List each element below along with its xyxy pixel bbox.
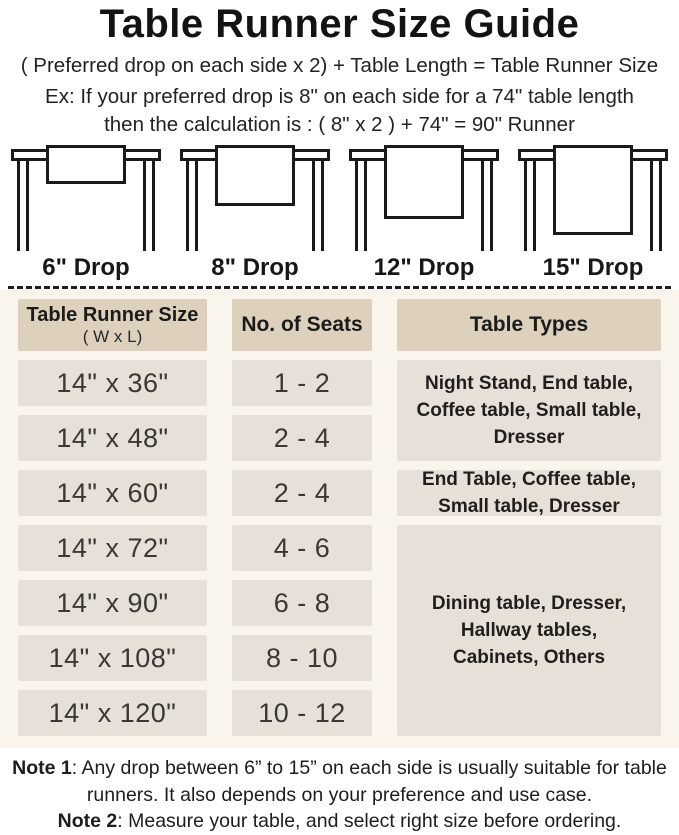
table-leg-icon bbox=[650, 159, 662, 251]
drop-label: 8" Drop bbox=[211, 254, 299, 281]
seats-cell: 10 - 12 bbox=[232, 690, 372, 736]
header-text: Table Runner Size bbox=[26, 303, 199, 326]
column-header-runner-size bbox=[18, 299, 207, 351]
size-cell: 14" x 48" bbox=[18, 415, 207, 461]
header-text: Table Types bbox=[469, 312, 589, 336]
table-types-cell bbox=[397, 360, 661, 461]
table-leg-icon bbox=[17, 159, 29, 251]
size-cell: 14" x 60" bbox=[18, 470, 207, 516]
column-header-table-types bbox=[397, 299, 661, 351]
drop-label: 12" Drop bbox=[373, 254, 475, 281]
note-1-prefix: Note 1 bbox=[12, 757, 72, 779]
size-table bbox=[18, 299, 661, 736]
seats-cell: 1 - 2 bbox=[232, 360, 372, 406]
seats-cell: 2 - 4 bbox=[232, 470, 372, 516]
drop-illustration-8 bbox=[175, 143, 335, 282]
drop-illustration-6 bbox=[6, 143, 166, 282]
example-line-1: Ex: If your preferred drop is 8" on each side for a 74" table length bbox=[45, 85, 634, 108]
table-types-text: End Table, Coffee table, Small table, Dresser bbox=[422, 469, 636, 517]
table-types-cell bbox=[397, 470, 661, 516]
header-subtext: ( W x L) bbox=[82, 326, 143, 346]
example-block bbox=[0, 83, 679, 139]
table-types-cell bbox=[397, 525, 661, 736]
table-leg-icon bbox=[524, 159, 536, 251]
size-cell: 14" x 36" bbox=[18, 360, 207, 406]
drop-illustrations bbox=[0, 143, 679, 282]
note-1 bbox=[9, 755, 671, 808]
table-drawing-6-drop bbox=[10, 143, 162, 253]
notes-section bbox=[0, 748, 679, 835]
formula-line: ( Preferred drop on each side x 2) + Table Length = Table Runner Size bbox=[20, 54, 659, 77]
table-types-text: Night Stand, End table, Coffee table, Small table, Dresser bbox=[416, 373, 642, 448]
drop-illustration-15 bbox=[513, 143, 673, 282]
size-cell: 14" x 108" bbox=[18, 635, 207, 681]
size-table-panel bbox=[0, 290, 679, 748]
note-2-text: : Measure your table, and select right size before ordering. bbox=[117, 810, 622, 832]
drop-label: 15" Drop bbox=[542, 254, 644, 281]
note-1-text: : Any drop between 6” to 15” on each side is usually suitable for table runners. It also depends on your preference and use case. bbox=[71, 757, 667, 806]
table-drawing-15-drop bbox=[517, 143, 669, 253]
table-leg-icon bbox=[143, 159, 155, 251]
table-types-text: Dining table, Dresser, Hallway tables, Cabinets, Others bbox=[431, 593, 627, 668]
drop-illustration-12 bbox=[344, 143, 504, 282]
table-leg-icon bbox=[312, 159, 324, 251]
note-2 bbox=[9, 808, 671, 835]
note-2-prefix: Note 2 bbox=[57, 810, 118, 832]
page-title: Table Runner Size Guide bbox=[99, 2, 580, 46]
seats-cell: 4 - 6 bbox=[232, 525, 372, 571]
table-drawing-12-drop bbox=[348, 143, 500, 253]
drop-label: 6" Drop bbox=[42, 254, 130, 281]
column-header-seats bbox=[232, 299, 372, 351]
table-leg-icon bbox=[355, 159, 367, 251]
table-drawing-8-drop bbox=[179, 143, 331, 253]
runner-icon bbox=[46, 145, 126, 184]
size-cell: 14" x 72" bbox=[18, 525, 207, 571]
runner-icon bbox=[215, 145, 295, 206]
seats-cell: 6 - 8 bbox=[232, 580, 372, 626]
seats-cell: 8 - 10 bbox=[232, 635, 372, 681]
dashed-divider bbox=[8, 286, 671, 289]
table-leg-icon bbox=[481, 159, 493, 251]
example-line-2: then the calculation is : ( 8" x 2 ) + 74" = 90" Runner bbox=[104, 113, 575, 136]
header-text: No. of Seats bbox=[241, 312, 363, 336]
size-cell: 14" x 90" bbox=[18, 580, 207, 626]
seats-cell: 2 - 4 bbox=[232, 415, 372, 461]
runner-icon bbox=[553, 145, 633, 235]
table-leg-icon bbox=[186, 159, 198, 251]
size-cell: 14" x 120" bbox=[18, 690, 207, 736]
runner-icon bbox=[384, 145, 464, 219]
